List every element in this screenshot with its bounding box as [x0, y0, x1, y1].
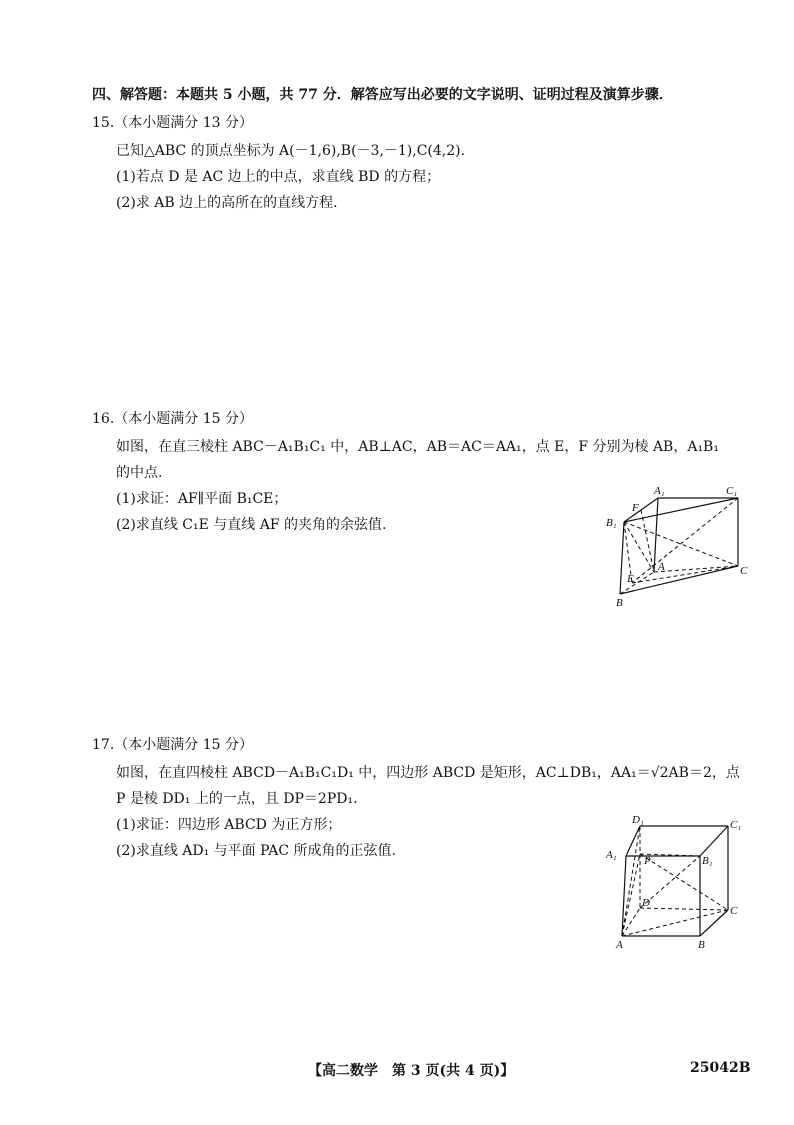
prism-figure-q16	[596, 482, 756, 610]
label-C1: C₁	[726, 485, 738, 497]
label-C: C	[730, 905, 738, 917]
section-header: 四、解答题：本题共 5 小题，共 77 分．解答应写出必要的文字说明、证明过程及演算步骤．	[92, 87, 673, 103]
q16-stem-line1: 如图，在直三棱柱 ABC－A₁B₁C₁ 中，AB⊥AC，AB＝AC＝AA₁，点 E，F 分别为棱 AB，A₁B₁	[116, 439, 719, 455]
page-footer: 【高二数学 第 3 页(共 4 页)】	[308, 1063, 515, 1079]
label-C1: C₁	[730, 819, 742, 831]
label-P: P	[644, 855, 651, 867]
q16-stem-line2: 的中点.	[116, 465, 163, 481]
label-C: C	[740, 565, 748, 577]
label-B: B	[698, 939, 705, 951]
q15-part2: (2)求 AB 边上的高所在的直线方程.	[116, 195, 338, 211]
label-A1: A₁	[654, 485, 665, 497]
q15-part1: (1)若点 D 是 AC 边上的中点，求直线 BD 的方程；	[116, 169, 441, 185]
label-B1: B₁	[702, 855, 713, 867]
label-D: D	[642, 897, 650, 909]
q16-part1: (1)求证：AF∥平面 B₁CE；	[116, 491, 288, 507]
label-A: A	[616, 939, 623, 951]
label-B: B	[616, 597, 623, 609]
q17-title: 17.（本小题满分 15 分）	[92, 737, 253, 753]
q17-stem-line1: 如图，在直四棱柱 ABCD－A₁B₁C₁D₁ 中，四边形 ABCD 是矩形，AC⊥DB₁，AA₁＝√2AB＝2，点	[116, 765, 740, 781]
label-A: A	[658, 561, 665, 573]
exam-code: 25042B	[690, 1060, 751, 1076]
label-B1: B₁	[606, 517, 617, 529]
label-E: E	[627, 573, 634, 585]
cuboid-figure-q17	[600, 812, 752, 956]
q15-title: 15.（本小题满分 13 分）	[92, 115, 253, 131]
label-D1: D₁	[632, 814, 644, 826]
q17-stem-line2: P 是棱 DD₁ 上的一点，且 DP＝2PD₁.	[116, 791, 358, 807]
label-A1: A₁	[606, 849, 617, 861]
q17-part2: (2)求直线 AD₁ 与平面 PAC 所成角的正弦值.	[116, 843, 396, 859]
q16-title: 16.（本小题满分 15 分）	[92, 411, 253, 427]
q17-part1: (1)求证：四边形 ABCD 为正方形；	[116, 817, 342, 833]
q15-stem: 已知△ABC 的顶点坐标为 A(－1,6),B(－3,－1),C(4,2).	[116, 143, 466, 159]
q16-part2: (2)求直线 C₁E 与直线 AF 的夹角的余弦值.	[116, 517, 387, 533]
label-F: F	[632, 502, 639, 514]
